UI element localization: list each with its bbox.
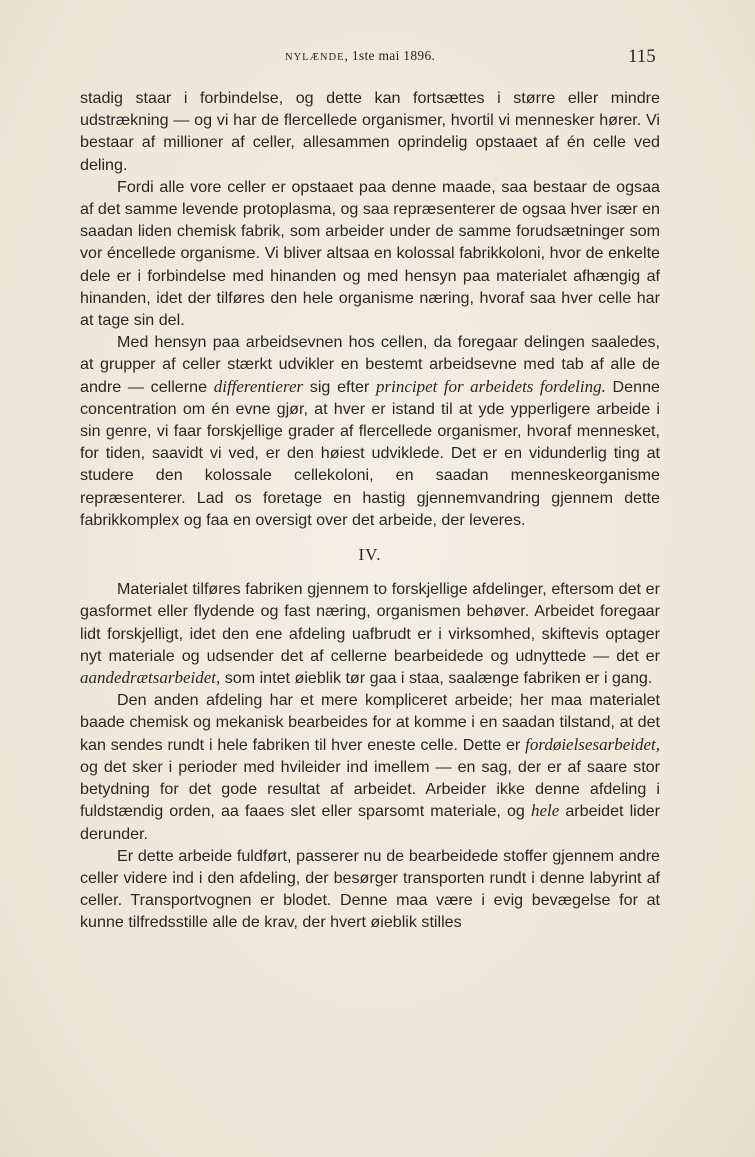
paragraph-text: og det sker i perioder med hvileider ind imellem — en sag, der er af saare stor betydning for det gode resultat af arbeidet. Arbeider ikke denne afdeling i fuldstændig orden, aa faaes slet eller sparsomt materiale, og <box>80 757 660 821</box>
page-number: 115 <box>628 46 656 67</box>
paragraph-text: som intet øieblik tør gaa i staa, saalænge fabriken er i gang. <box>220 669 653 688</box>
body-text <box>80 87 660 934</box>
running-head <box>0 46 755 70</box>
paragraph-text: Med hensyn paa arbeidsevnen hos cellen, da foregaar delingen saaledes, at grupper af celler stærkt udvikler en bestemt arbeidsevne med tab af alle de andre — cellerne <box>80 333 660 396</box>
paragraph-text: Denne concentration om én evne gjør, at hver er istand til at yde ypperligere arbeide i sin genre, vi faar forskjellige grader af flercellede organismer, hvoraf mennesket, for tiden, saavidt vi ved, er den høiest udviklede. Det er en vidunderlig ting at studere den kolossale cellekoloni, en saadan menneskeorganisme repræsenterer. Lad os foretage en hastig gjennemvandring gjennem dette fabrikkomplex og faa en oversigt over det arbeide, der leveres. <box>80 377 660 529</box>
paragraph-2 <box>80 176 660 331</box>
paragraph-text: Er dette arbeide fuldført, passerer nu de bearbeidede stoffer gjennem andre celler videre ind i den afdeling, der besørger transporten rundt i denne labyrint af celler. Transportvognen er blodet. Denne maa være i evig bevægelse for at kunne tilfredsstille alle de krav, der hvert øieblik stilles <box>80 846 660 932</box>
paragraph-3 <box>80 331 660 531</box>
paragraph-6 <box>80 845 660 934</box>
paragraph-text: arbeidet lider derunder. <box>80 802 660 843</box>
italic-term: differentierer <box>213 376 304 396</box>
journal-name: NYLÆNDE <box>285 52 345 63</box>
paragraph-4 <box>80 578 660 689</box>
italic-term: hele <box>530 801 560 821</box>
paragraph-1 <box>80 87 660 176</box>
paragraph-text: Materialet tilføres fabriken gjennem to forskjellige afdelinger, eftersom det er gasformet eller flydende og fast næring, organismen behøver. Arbeidet foregaar lidt forskjelligt, idet den ene afdeling uafbrudt er i virksomhed, skiftevis optager nyt materiale og udsender det af cellerne bearbeidede og udnyttede — det er <box>80 580 660 665</box>
issue-date: , 1ste mai 1896. <box>344 48 436 63</box>
italic-term: aandedrætsarbeidet, <box>80 668 221 688</box>
section-heading: IV. <box>358 545 382 565</box>
running-title <box>285 48 435 64</box>
italic-term: principet for arbeidets fordeling. <box>375 376 606 396</box>
paragraph-text: Fordi alle vore celler er opstaaet paa denne maade, saa bestaar de ogsaa af det samme levende protoplasma, og saa repræsenterer de ogsaa hver især en saadan liden chemisk fabrik, som arbeider under de samme forudsætninger som vor éncellede organisme. Vi bliver altsaa en kolossal fabrikkoloni, hvor de enkelte dele er i forbindelse med hinanden og med hensyn paa materialet afhængig af hinanden, idet der tilføres den hele organisme næring, hvoraf saa hver celle har at tage sin del. <box>80 177 660 330</box>
paragraph-text: sig efter <box>303 377 376 396</box>
paragraph-text: stadig staar i forbindelse, og dette kan fortsættes i større eller mindre udstrækning — og vi har de flercellede organismer, hvortil vi mennesker hører. Vi bestaar af millioner af celler, allesammen oprindelig opstaaet af én celle ved deling. <box>80 89 660 174</box>
italic-term: fordøielsesarbeidet, <box>525 734 660 754</box>
paragraph-text: Den anden afdeling har et mere kompliceret arbeide; her maa materialet baade chemisk og mekanisk bearbeides for at komme i en saadan tilstand, at det kan sendes rundt i hele fabriken til hver eneste celle. Dette er <box>80 691 660 754</box>
paragraph-5 <box>80 689 660 844</box>
